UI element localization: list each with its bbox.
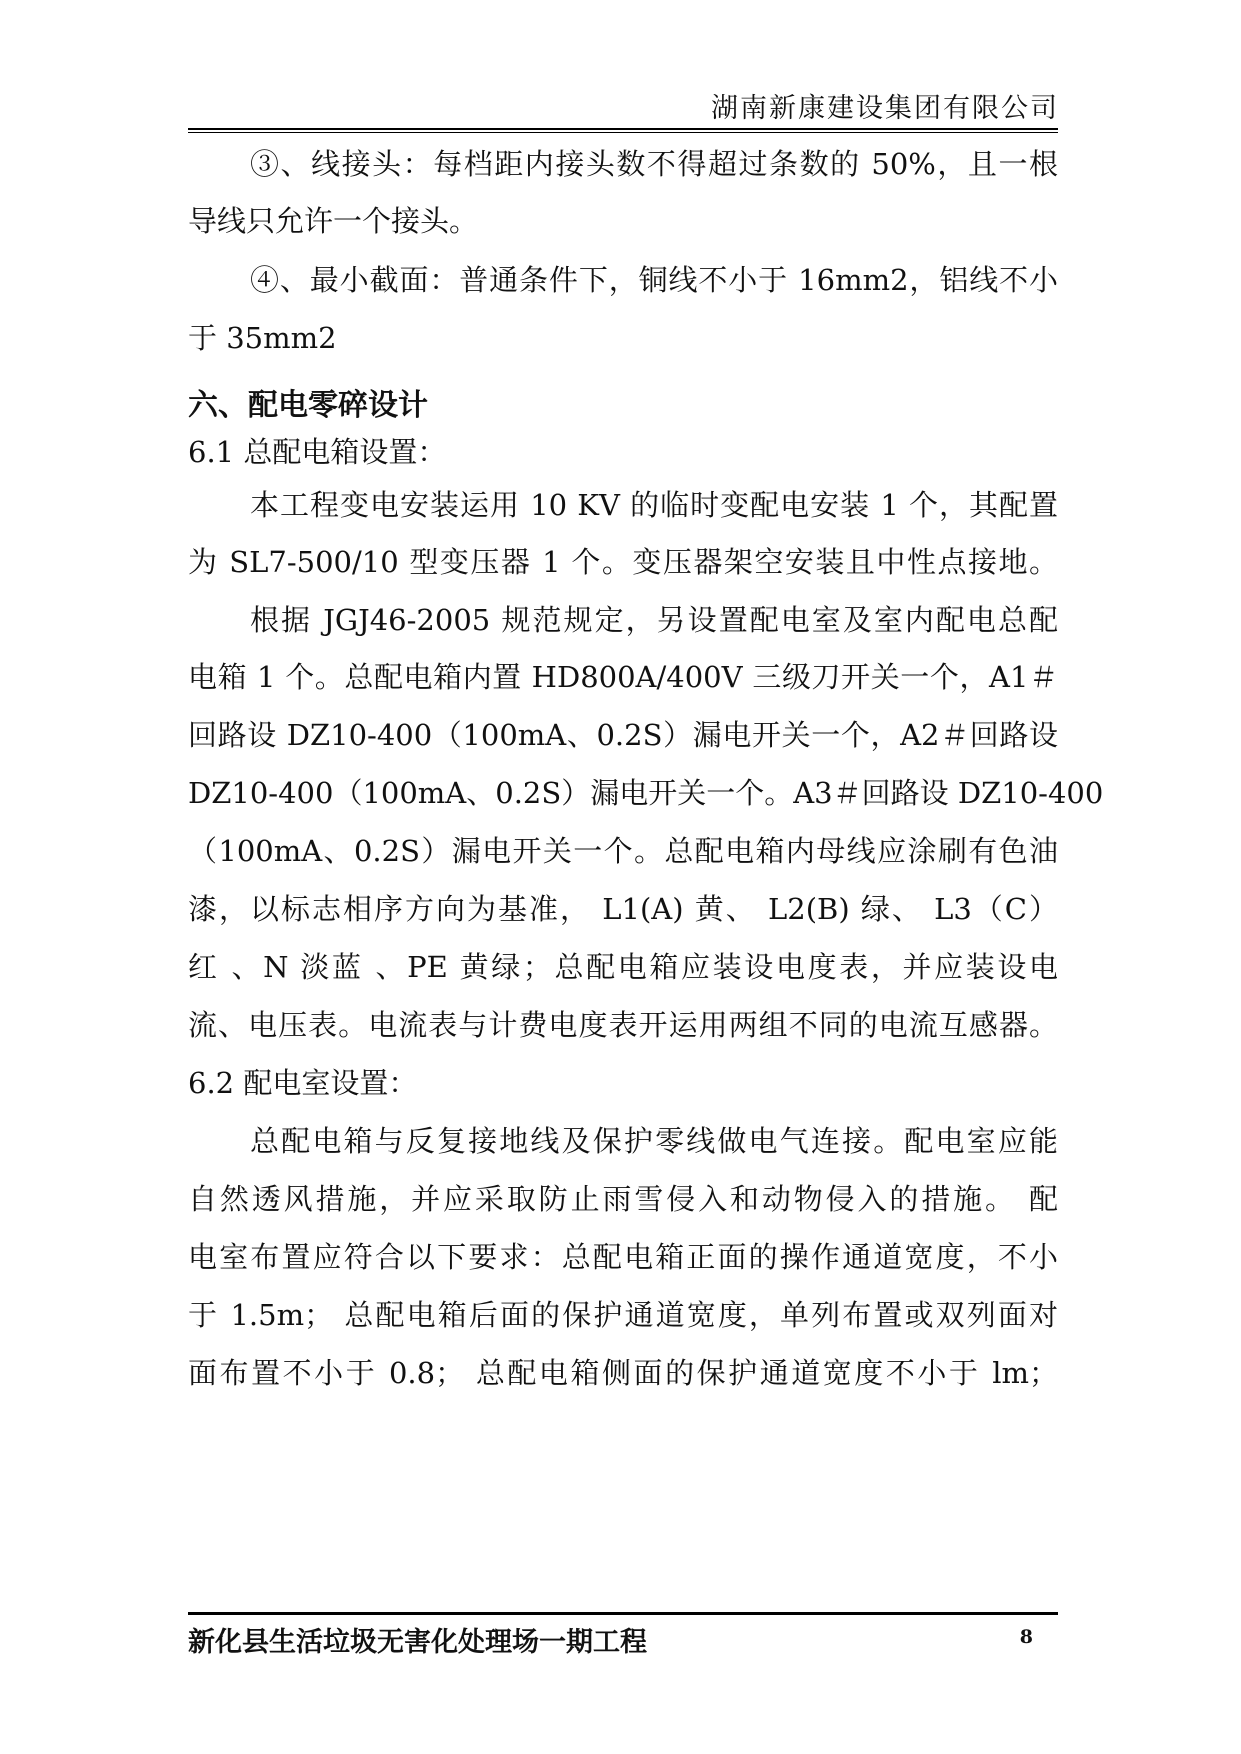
paragraph-line: 总配电箱与反复接地线及保护零线做电气连接。配电室应能 bbox=[250, 1124, 1058, 1158]
subsection-heading: 6.2 配电室设置： bbox=[188, 1066, 418, 1100]
header-company-name: 湖南新康建设集团有限公司 bbox=[711, 93, 1059, 124]
paragraph-line: 电室布置应符合以下要求：总配电箱正面的操作通道宽度，不小 bbox=[188, 1240, 1058, 1274]
paragraph-line: 导线只允许一个接头。 bbox=[188, 204, 479, 238]
paragraph-line: 流、电压表。电流表与计费电度表开运用两组不同的电流互感器。 bbox=[188, 1008, 1058, 1042]
page-number: 8 bbox=[1019, 1626, 1033, 1648]
paragraph-line: 于 1.5m； 总配电箱后面的保护通道宽度，单列布置或双列面对 bbox=[188, 1298, 1058, 1332]
paragraph-line: 面布置不小于 0.8； 总配电箱侧面的保护通道宽度不小于 lm； bbox=[188, 1356, 1058, 1390]
footer-project-name: 新化县生活垃圾无害化处理场一期工程 bbox=[188, 1627, 647, 1658]
paragraph-line: DZ10-400（100mA、0.2S）漏电开关一个。A3＃回路设 DZ10-400 bbox=[188, 776, 1104, 810]
paragraph-line: ③、线接头：每档距内接头数不得超过条数的 50%，且一根 bbox=[250, 147, 1058, 181]
footer-rule bbox=[188, 1612, 1058, 1615]
paragraph-line: 电箱 1 个。总配电箱内置 HD800A/400V 三级刀开关一个，A1＃ bbox=[188, 660, 1058, 694]
header-rule bbox=[188, 128, 1058, 133]
paragraph-line: 根据 JGJ46-2005 规范规定，另设置配电室及室内配电总配 bbox=[250, 603, 1058, 637]
paragraph-line: 漆，以标志相序方向为基准， L1(A) 黄、 L2(B) 绿、 L3（C） bbox=[188, 892, 1058, 926]
paragraph-line: （100mA、0.2S）漏电开关一个。总配电箱内母线应涂刷有色油 bbox=[188, 834, 1058, 868]
paragraph-line: ④、最小截面：普通条件下，铜线不小于 16mm2，铝线不小 bbox=[250, 263, 1058, 297]
paragraph-line: 为 SL7-500/10 型变压器 1 个。变压器架空安装且中性点接地。 bbox=[188, 545, 1058, 579]
section-heading: 六、配电零碎设计 bbox=[188, 388, 428, 423]
paragraph-line: 于 35mm2 bbox=[188, 321, 337, 355]
paragraph-line: 红 、N 淡蓝 、PE 黄绿；总配电箱应装设电度表，并应装设电 bbox=[188, 950, 1058, 984]
subsection-heading: 6.1 总配电箱设置： bbox=[188, 435, 447, 469]
paragraph-line: 自然透风措施，并应采取防止雨雪侵入和动物侵入的措施。 配 bbox=[188, 1182, 1058, 1216]
paragraph-line: 回路设 DZ10-400（100mA、0.2S）漏电开关一个，A2＃回路设 bbox=[188, 718, 1058, 752]
paragraph-line: 本工程变电安装运用 10 KV 的临时变配电安装 1 个，其配置 bbox=[250, 488, 1058, 522]
